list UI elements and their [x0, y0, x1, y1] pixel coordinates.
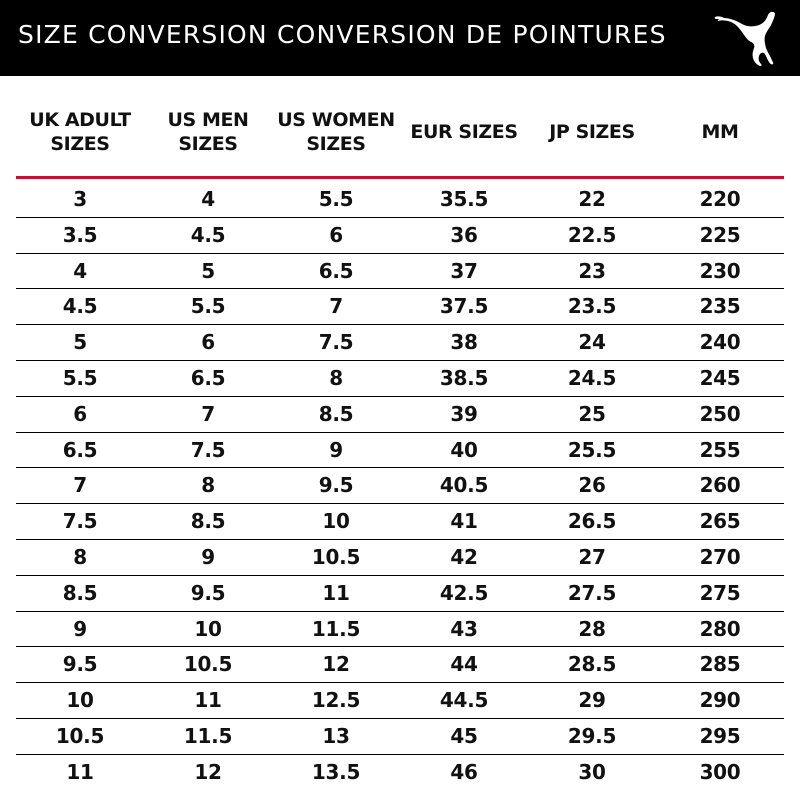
cell-us-men-sizes: 8.5 — [190, 509, 226, 534]
cell-us-women-sizes: 13.5 — [311, 759, 361, 784]
cell-eur-sizes: 39 — [450, 401, 478, 426]
cell-uk-adult-sizes: 10.5 — [55, 723, 105, 748]
table-row — [16, 504, 784, 540]
cell-eur-sizes: 38.5 — [439, 365, 489, 390]
table-row — [16, 325, 784, 361]
cell-mm: 250 — [699, 401, 741, 426]
cell-us-women-sizes: 11.5 — [311, 616, 361, 641]
cell-eur-sizes: 44.5 — [439, 688, 489, 713]
cell-mm: 220 — [699, 187, 741, 211]
table-row — [16, 647, 784, 683]
cell-jp-sizes: 24.5 — [567, 365, 617, 390]
cell-us-women-sizes: 10 — [322, 509, 350, 534]
cell-eur-sizes: 37.5 — [439, 294, 489, 319]
cell-uk-adult-sizes: 8 — [73, 544, 87, 569]
cell-uk-adult-sizes: 10 — [66, 688, 94, 713]
table-row — [16, 218, 784, 254]
column-header-eur-sizes: EUR SIZES — [410, 121, 518, 143]
column-header-uk-adult-sizes: UK ADULT SIZES — [29, 109, 131, 155]
table-row — [16, 468, 784, 504]
cell-us-men-sizes: 4.5 — [190, 222, 226, 247]
cell-us-women-sizes: 6.5 — [318, 258, 354, 283]
cell-jp-sizes: 29.5 — [567, 723, 617, 748]
cell-uk-adult-sizes: 7.5 — [62, 509, 98, 534]
column-header-us-women-sizes: US WOMEN SIZES — [277, 109, 395, 155]
cell-us-men-sizes: 5.5 — [190, 294, 226, 319]
cell-us-men-sizes: 7 — [201, 401, 215, 426]
cell-us-women-sizes: 12 — [322, 652, 350, 677]
table-row — [16, 683, 784, 719]
cell-mm: 230 — [699, 258, 741, 283]
cell-us-women-sizes: 6 — [329, 222, 343, 247]
cell-eur-sizes: 42.5 — [439, 580, 489, 605]
cell-mm: 240 — [699, 330, 741, 355]
cell-jp-sizes: 28 — [578, 616, 606, 641]
cell-uk-adult-sizes: 4 — [73, 258, 87, 283]
cell-mm: 225 — [699, 222, 741, 247]
cell-jp-sizes: 26.5 — [567, 509, 617, 534]
cell-uk-adult-sizes: 6.5 — [62, 437, 98, 462]
cell-uk-adult-sizes: 4.5 — [62, 294, 98, 319]
cell-uk-adult-sizes: 11 — [66, 759, 94, 784]
cell-us-women-sizes: 9.5 — [318, 473, 354, 498]
column-header-jp-sizes: JP SIZES — [549, 121, 635, 143]
header-bar — [0, 0, 800, 76]
cell-us-women-sizes: 13 — [322, 723, 350, 748]
cell-mm: 300 — [699, 759, 741, 784]
cell-eur-sizes: 38 — [450, 330, 478, 355]
table-row — [16, 289, 784, 325]
cell-mm: 260 — [699, 473, 741, 498]
cell-us-men-sizes: 7.5 — [190, 437, 226, 462]
cell-uk-adult-sizes: 7 — [73, 473, 87, 498]
cell-us-men-sizes: 11.5 — [183, 723, 233, 748]
cell-eur-sizes: 41 — [450, 509, 478, 534]
cell-jp-sizes: 22.5 — [567, 222, 617, 247]
cell-us-men-sizes: 11 — [194, 688, 222, 713]
table-row — [16, 254, 784, 290]
cell-us-men-sizes: 6 — [201, 330, 215, 355]
cell-mm: 275 — [699, 580, 741, 605]
cell-mm: 285 — [699, 652, 741, 677]
cell-mm: 290 — [699, 688, 741, 713]
cell-eur-sizes: 45 — [450, 723, 478, 748]
column-header-us-men-sizes: US MEN SIZES — [167, 109, 249, 155]
cell-us-women-sizes: 7 — [329, 294, 343, 319]
cell-us-men-sizes: 6.5 — [190, 365, 226, 390]
cell-jp-sizes: 27.5 — [567, 580, 617, 605]
cell-jp-sizes: 25 — [578, 401, 606, 426]
cell-uk-adult-sizes: 5 — [73, 330, 87, 355]
table-row — [16, 755, 784, 791]
cell-uk-adult-sizes: 3 — [73, 187, 87, 211]
cell-eur-sizes: 36 — [450, 222, 478, 247]
cell-us-men-sizes: 8 — [201, 473, 215, 498]
cell-jp-sizes: 30 — [578, 759, 606, 784]
cell-uk-adult-sizes: 9.5 — [62, 652, 98, 677]
table-row — [16, 182, 784, 218]
cell-us-men-sizes: 10 — [194, 616, 222, 641]
table-row — [16, 719, 784, 755]
cell-jp-sizes: 26 — [578, 473, 606, 498]
cell-uk-adult-sizes: 8.5 — [62, 580, 98, 605]
cell-us-women-sizes: 8.5 — [318, 401, 354, 426]
cell-jp-sizes: 25.5 — [567, 437, 617, 462]
header-divider-rule — [16, 176, 784, 179]
cell-mm: 255 — [699, 437, 741, 462]
cell-mm: 280 — [699, 616, 741, 641]
cell-jp-sizes: 23.5 — [567, 294, 617, 319]
cell-mm: 245 — [699, 365, 741, 390]
cell-eur-sizes: 40 — [450, 437, 478, 462]
cell-us-men-sizes: 9.5 — [190, 580, 226, 605]
puma-cat-icon — [712, 8, 778, 68]
cell-mm: 235 — [699, 294, 741, 319]
table-row — [16, 433, 784, 469]
cell-uk-adult-sizes: 3.5 — [62, 222, 98, 247]
table-row — [16, 361, 784, 397]
cell-us-men-sizes: 5 — [201, 258, 215, 283]
cell-eur-sizes: 46 — [450, 759, 478, 784]
cell-us-women-sizes: 11 — [322, 580, 350, 605]
cell-us-women-sizes: 10.5 — [311, 544, 361, 569]
cell-eur-sizes: 42 — [450, 544, 478, 569]
table-row — [16, 612, 784, 648]
cell-us-men-sizes: 10.5 — [183, 652, 233, 677]
size-conversion-table — [16, 182, 784, 791]
cell-us-women-sizes: 9 — [329, 437, 343, 462]
cell-mm: 265 — [699, 509, 741, 534]
table-row — [16, 576, 784, 612]
cell-jp-sizes: 29 — [578, 688, 606, 713]
cell-eur-sizes: 40.5 — [439, 473, 489, 498]
cell-eur-sizes: 44 — [450, 652, 478, 677]
cell-uk-adult-sizes: 5.5 — [62, 365, 98, 390]
table-row — [16, 540, 784, 576]
cell-uk-adult-sizes: 6 — [73, 401, 87, 426]
page-title: SIZE CONVERSION CONVERSION DE POINTURES — [18, 20, 667, 49]
cell-eur-sizes: 43 — [450, 616, 478, 641]
cell-us-women-sizes: 12.5 — [311, 688, 361, 713]
cell-eur-sizes: 35.5 — [439, 187, 489, 211]
table-row — [16, 397, 784, 433]
cell-jp-sizes: 24 — [578, 330, 606, 355]
cell-jp-sizes: 28.5 — [567, 652, 617, 677]
column-header-mm: MM — [701, 121, 739, 143]
cell-mm: 295 — [699, 723, 741, 748]
cell-us-women-sizes: 8 — [329, 365, 343, 390]
cell-jp-sizes: 22 — [578, 187, 606, 211]
cell-us-men-sizes: 4 — [201, 187, 215, 211]
cell-us-women-sizes: 5.5 — [318, 187, 354, 211]
cell-us-women-sizes: 7.5 — [318, 330, 354, 355]
column-headers — [16, 104, 784, 160]
cell-mm: 270 — [699, 544, 741, 569]
cell-jp-sizes: 27 — [578, 544, 606, 569]
cell-us-men-sizes: 12 — [194, 759, 222, 784]
cell-us-men-sizes: 9 — [201, 544, 215, 569]
cell-eur-sizes: 37 — [450, 258, 478, 283]
cell-uk-adult-sizes: 9 — [73, 616, 87, 641]
cell-jp-sizes: 23 — [578, 258, 606, 283]
